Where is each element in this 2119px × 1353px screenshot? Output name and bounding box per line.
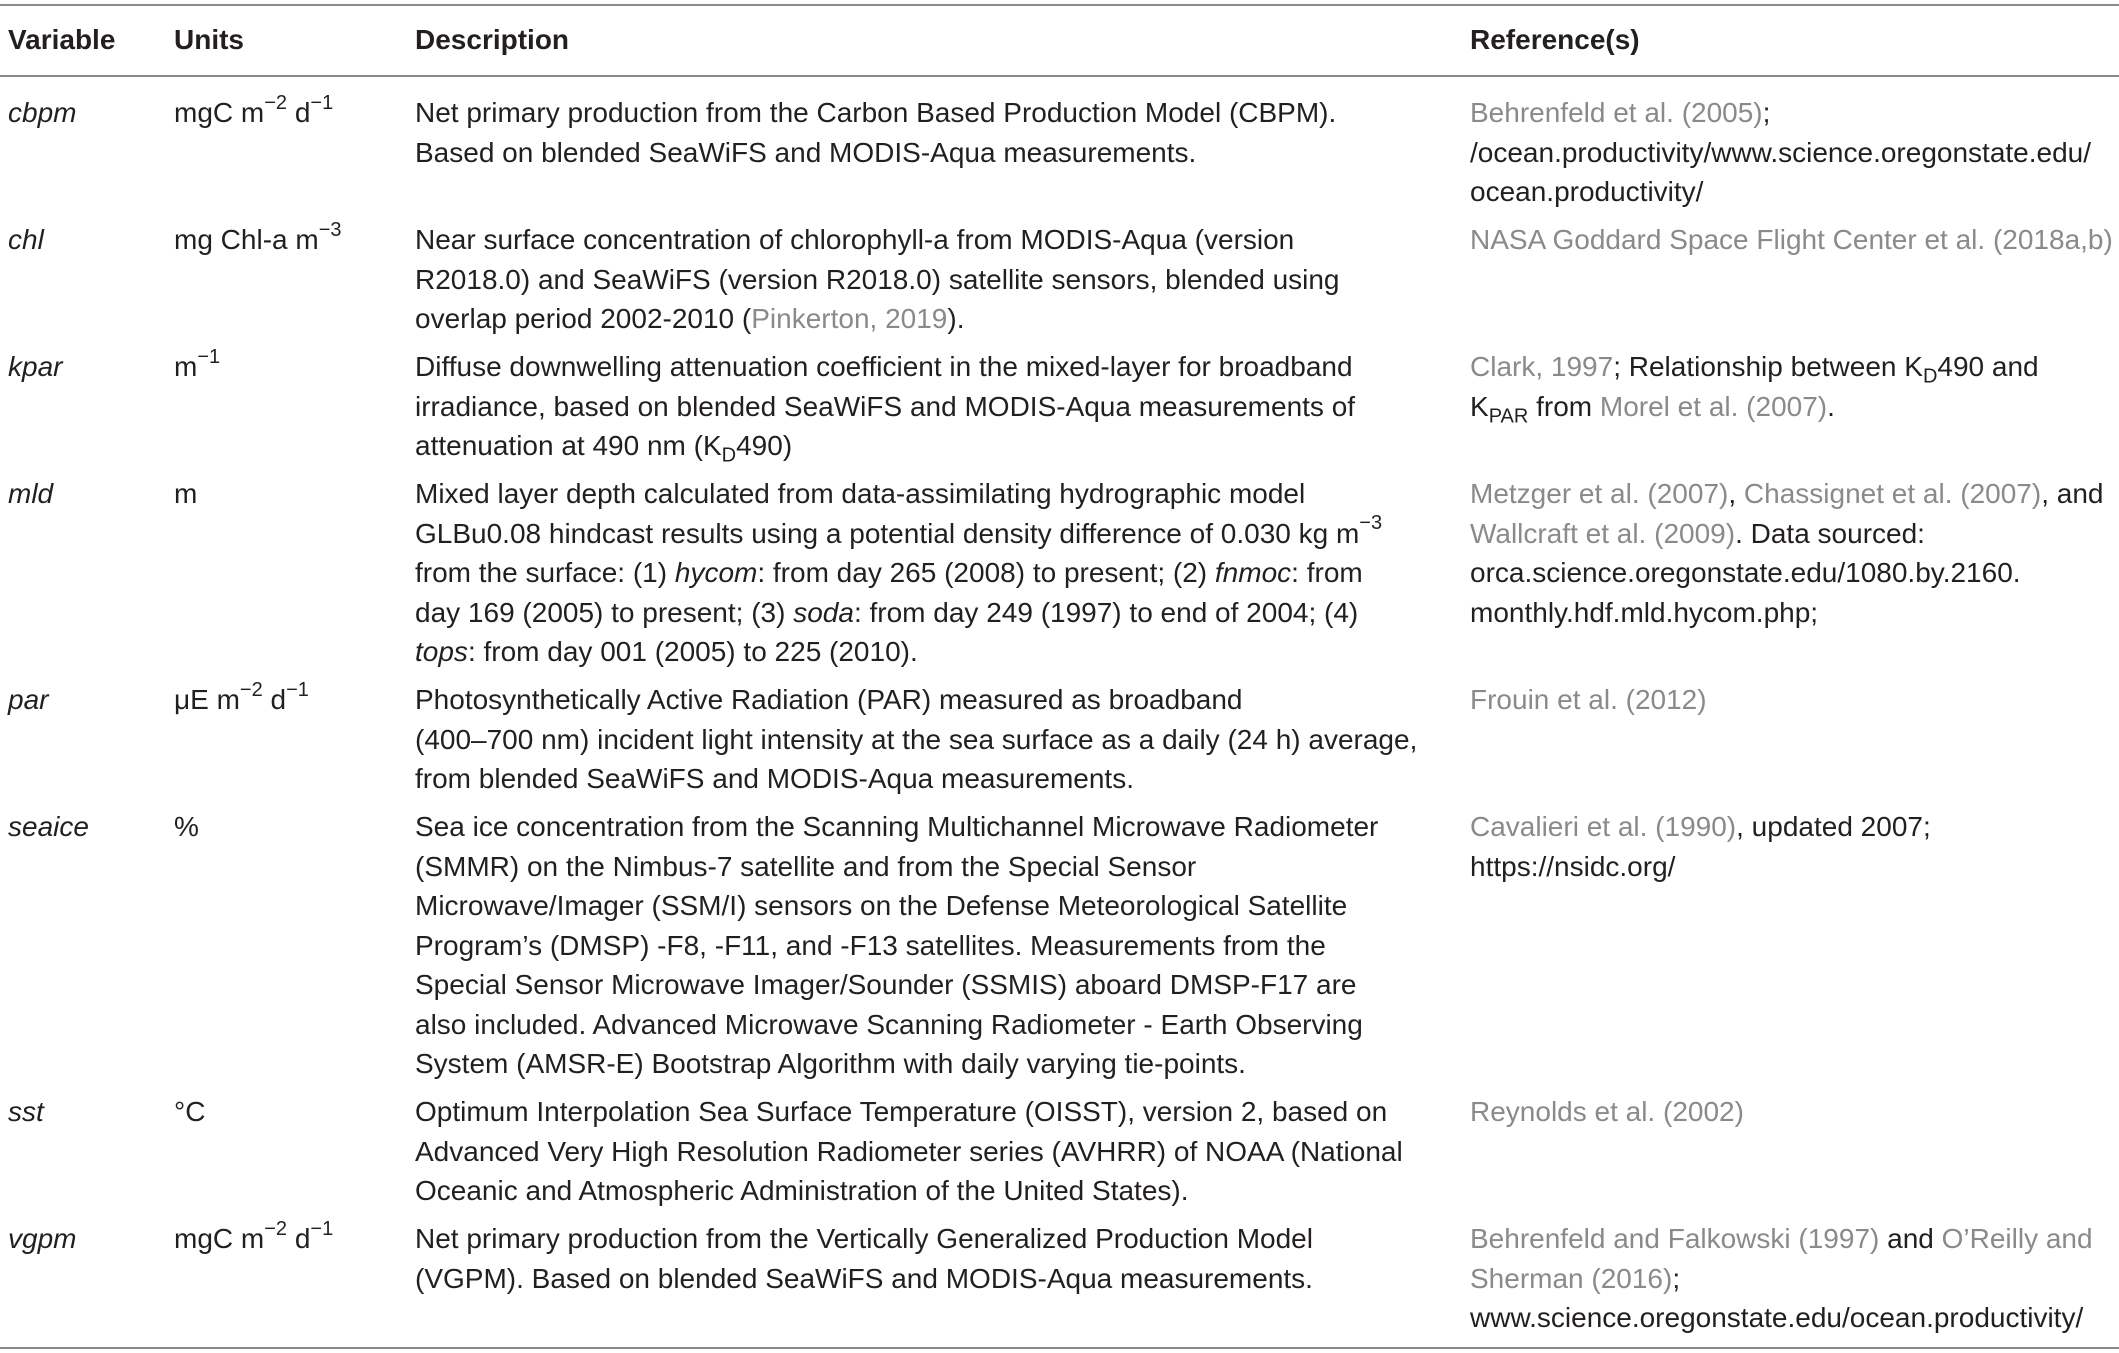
- table-row-par-units: μE $m^{-2}$ $d^{-1}$: [174, 678, 309, 715]
- table-row-kpar-references: Clark, 1997; Relationship between $K_D490$ and $K_{PAR}$ from Morel et al. (2007).: [1470, 351, 2039, 428]
- header-variable: Variable: [8, 24, 116, 55]
- citation-link[interactable]: Chassignet et al. (2007): [1743, 478, 2042, 509]
- table-row-chl-variable: chl: [8, 224, 44, 255]
- table-row-kpar-description: Diffuse downwelling attenuation coefficient in the mixed-layer for broadband irradiance, based on blended SeaWiFS and MODIS-Aqua measurements of attenuation at 490 nm $(K_D490)$: [415, 351, 1356, 467]
- citation-link[interactable]: Behrenfeld et al. (2005): [1470, 97, 1763, 128]
- table-row-vgpm-variable: vgpm: [8, 1223, 77, 1254]
- citation-link[interactable]: Cavalieri et al. (1990): [1470, 811, 1737, 842]
- citation-link[interactable]: Clark, 1997: [1470, 351, 1614, 382]
- table-row-seaice-units: %: [174, 811, 199, 842]
- table-row-par-references: [1470, 680, 1707, 720]
- table-row-mld-variable: mld: [8, 478, 54, 509]
- table-row-vgpm-description: Net primary production from the Vertically Generalized Production Model (VGPM). Based on blended SeaWiFS and MODIS-Aqua measurements.: [415, 1223, 1313, 1294]
- table-bottom-rule: [0, 1347, 2119, 1349]
- table-row-sst-description: Optimum Interpolation Sea Surface Temperature (OISST), version 2, based on Advanced Very High Resolution Radiometer series (AVHRR) of NOAA (National Oceanic and Atmospheric Administration of the United States).: [415, 1096, 1403, 1206]
- table-row-seaice-references: Cavalieri et al. (1990), updated 2007; https://nsidc.org/: [1470, 811, 1931, 882]
- citation-link[interactable]: NASA Goddard Space Flight Center et al. (2018a,b): [1470, 224, 2113, 255]
- table-row-vgpm-units: mgC $m^{-2}$ $d^{-1}$: [174, 1217, 334, 1254]
- table-row-cbpm-units: mgC $m^{-2}$ $d^{-1}$: [174, 91, 334, 128]
- table-row-chl-references: [1470, 220, 2113, 260]
- citation-link[interactable]: Sherman (2016): [1470, 1262, 1673, 1294]
- table-row-par-variable: par: [8, 684, 49, 715]
- table-row-cbpm-variable: cbpm: [8, 97, 77, 128]
- table-row-mld-units: m: [174, 478, 198, 509]
- citation-link[interactable]: Reynolds et al. (2002): [1470, 1096, 1744, 1127]
- table-row-cbpm-references: Behrenfeld et al. (2005); /ocean.productivity/www.science.oregonstate.edu/ ocean.productivity/: [1470, 97, 2092, 207]
- table-row-sst-units: °C: [174, 1096, 206, 1127]
- table-row-par-description: Photosynthetically Active Radiation (PAR) measured as broadband (400–700 nm) incident light intensity at the sea surface as a daily (24 h) average, from blended SeaWiFS and MODIS-Aqua measurements.: [415, 684, 1418, 794]
- citation-link[interactable]: Metzger et al. (2007): [1470, 478, 1729, 509]
- table-row-chl-description: Near surface concentration of chlorophyll-a from MODIS-Aqua (version R2018.0) and SeaWiFS (version R2018.0) satellite sensors, blended using overlap period 2002-2010 (Pinkerton, 2019).: [415, 224, 1340, 334]
- citation-link[interactable]: Morel et al. (2007): [1599, 390, 1828, 422]
- table-row-kpar-units: $m^{-1}$: [174, 345, 221, 382]
- table-row-chl-units: mg Chl-a $m^{-3}$: [174, 218, 342, 255]
- table-row-cbpm-description: Net primary production from the Carbon Based Production Model (CBPM). Based on blended SeaWiFS and MODIS-Aqua measurements.: [415, 97, 1337, 168]
- table-row-mld-description: Mixed layer depth calculated from data-assimilating hydrographic model GLBu0.08 hindcast results using a potential density difference of 0.030 kg $m^{-3}$ from the surface: (1) hycom: from day 265 (2008) to present; (2) fnmoc: from day 169 (2005) to present; (3) soda: from day 249 (1997) to end of 2004; (4) tops: from day 001 (2005) to 225 (2010).: [415, 478, 1383, 667]
- table-header-rule: [0, 75, 2119, 77]
- table-row-sst-references: [1470, 1092, 1744, 1132]
- citation-link[interactable]: Behrenfeld and Falkowski (1997): [1470, 1223, 1880, 1254]
- header-references: Reference(s): [1470, 24, 1640, 55]
- citation-link[interactable]: Frouin et al. (2012): [1470, 684, 1707, 715]
- citation-link[interactable]: O’Reilly and: [1941, 1223, 2093, 1254]
- header-units: Units: [174, 24, 244, 55]
- table-row-kpar-variable: kpar: [8, 351, 63, 382]
- header-description: Description: [415, 24, 570, 55]
- table-row-vgpm-references: Behrenfeld and Falkowski (1997) and O’Reilly and Sherman (2016); www.science.oregonstate.edu/ocean.productivity/: [1470, 1223, 2093, 1333]
- citation-link[interactable]: Pinkerton, 2019: [751, 303, 948, 334]
- citation-link[interactable]: Wallcraft et al. (2009): [1470, 517, 1736, 549]
- table-row-sst-variable: sst: [8, 1096, 44, 1127]
- table-row-seaice-description: Sea ice concentration from the Scanning Multichannel Microwave Radiometer (SMMR) on the Nimbus-7 satellite and from the Special Sensor Microwave/Imager (SSM/I) sensors on the Defense Meteorological Satellite Program’s (DMSP) -F8, -F11, and -F13 satellites. Measurements from the Special Sensor Microwave Imager/Sounder (SSMIS) aboard DMSP-F17 are also included. Advanced Microwave Scanning Radiometer - Earth Observing System (AMSR-E) Bootstrap Algorithm with daily varying tie-points.: [415, 811, 1379, 1079]
- table-row-mld-references: Metzger et al. (2007), Chassignet et al. (2007), and Wallcraft et al. (2009). Data sourced: orca.science.oregonstate.edu/1080.by.2160. monthly.hdf.mld.hycom.php;: [1470, 478, 2104, 628]
- table-top-rule: [0, 4, 2119, 6]
- table-row-seaice-variable: seaice: [8, 811, 89, 842]
